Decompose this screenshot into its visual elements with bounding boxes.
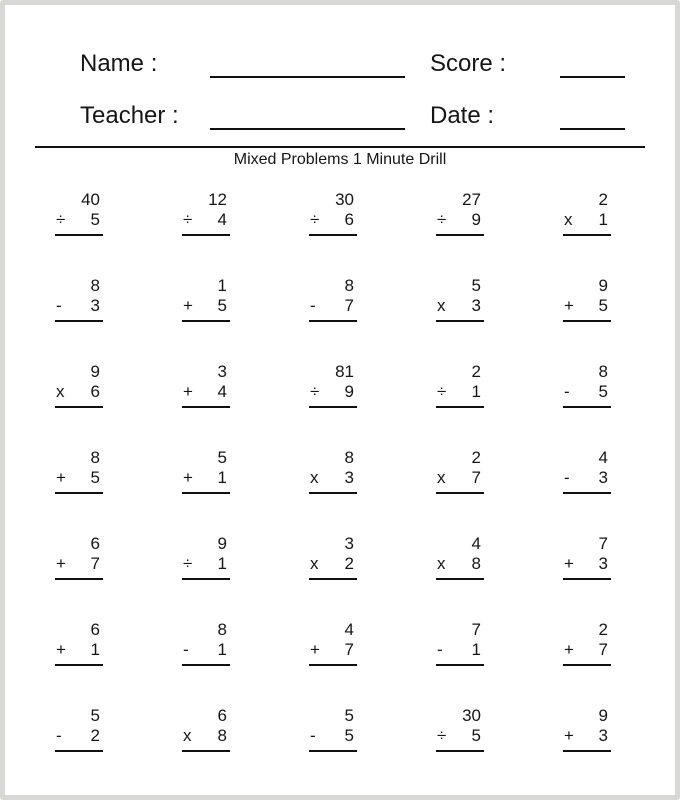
operator: x [310, 468, 319, 487]
bottom-operand: 1 [217, 554, 227, 573]
bottom-operand: 1 [90, 640, 100, 659]
math-problem [55, 620, 103, 666]
math-problem [182, 448, 230, 494]
math-problem [55, 448, 103, 494]
problem-cell [309, 362, 436, 448]
bottom-operand: 5 [598, 382, 608, 401]
top-operand: 8 [217, 620, 227, 639]
problem-cell [563, 706, 611, 792]
math-problem [182, 706, 230, 752]
top-operand: 5 [217, 448, 227, 467]
math-problem [436, 362, 484, 408]
problem-cell [436, 706, 563, 792]
answer-line [309, 320, 357, 322]
bottom-operand: 7 [90, 554, 100, 573]
problem-cell [309, 448, 436, 534]
operator: x [183, 726, 192, 745]
operator-row [436, 210, 484, 230]
math-problem [309, 448, 357, 494]
operator-row [182, 382, 230, 402]
problem-cell [436, 534, 563, 620]
top-operand: 1 [217, 276, 227, 295]
math-problem [436, 276, 484, 322]
math-problem [563, 448, 611, 494]
bottom-operand: 5 [471, 726, 481, 745]
top-operand: 2 [471, 362, 481, 381]
top-operand: 30 [462, 706, 481, 725]
bottom-operand: 3 [90, 296, 100, 315]
answer-line [309, 578, 357, 580]
problem-cell [563, 534, 611, 620]
operator: + [183, 296, 193, 315]
operator: x [437, 468, 446, 487]
math-problem [563, 620, 611, 666]
top-operand: 8 [344, 276, 354, 295]
top-operand: 8 [90, 276, 100, 295]
problem-cell [182, 706, 309, 792]
problem-cell [55, 706, 182, 792]
math-problem [563, 362, 611, 408]
answer-line [182, 320, 230, 322]
operator-row [309, 640, 357, 660]
math-problem [436, 620, 484, 666]
problem-cell [309, 190, 436, 276]
math-problem [436, 448, 484, 494]
operator: x [564, 210, 573, 229]
operator: x [310, 554, 319, 573]
problem-cell [436, 362, 563, 448]
operator-row [182, 554, 230, 574]
math-problem [563, 276, 611, 322]
top-operand: 7 [471, 620, 481, 639]
math-problem [436, 706, 484, 752]
answer-line [309, 406, 357, 408]
top-operand: 4 [344, 620, 354, 639]
operator-row [309, 296, 357, 316]
bottom-operand: 1 [217, 640, 227, 659]
operator: ÷ [56, 210, 66, 229]
operator-row [436, 468, 484, 488]
answer-line [55, 578, 103, 580]
header-divider [35, 146, 645, 148]
answer-line [563, 664, 611, 666]
operator-row [436, 726, 484, 746]
operator: x [437, 296, 446, 315]
header-row-name-score [80, 50, 675, 78]
problem-cell [182, 276, 309, 362]
header-row-teacher-date [80, 102, 675, 130]
top-operand: 4 [471, 534, 481, 553]
operator-row [55, 726, 103, 746]
operator-row [55, 210, 103, 230]
operator-row [182, 640, 230, 660]
operator: x [56, 382, 65, 401]
operator-row [309, 554, 357, 574]
operator-row [563, 554, 611, 574]
bottom-operand: 4 [217, 382, 227, 401]
top-operand: 5 [344, 706, 354, 725]
operator: - [56, 726, 62, 745]
top-operand: 6 [217, 706, 227, 725]
bottom-operand: 6 [90, 382, 100, 401]
problem-cell [182, 534, 309, 620]
operator: - [564, 468, 570, 487]
top-operand: 3 [217, 362, 227, 381]
operator: - [56, 296, 62, 315]
bottom-operand: 3 [598, 726, 608, 745]
operator: - [183, 640, 189, 659]
problem-cell [436, 620, 563, 706]
answer-line [182, 664, 230, 666]
operator: + [310, 640, 320, 659]
operator: x [437, 554, 446, 573]
problem-cell [563, 448, 611, 534]
math-problem [182, 620, 230, 666]
operator-row [436, 554, 484, 574]
bottom-operand: 5 [344, 726, 354, 745]
operator: + [56, 640, 66, 659]
answer-line [309, 664, 357, 666]
top-operand: 40 [81, 190, 100, 209]
answer-line [563, 492, 611, 494]
operator-row [563, 468, 611, 488]
problem-cell [309, 706, 436, 792]
top-operand: 7 [598, 534, 608, 553]
date-line [560, 106, 625, 130]
operator-row [55, 640, 103, 660]
operator-row [309, 382, 357, 402]
answer-line [563, 578, 611, 580]
operator-row [55, 296, 103, 316]
math-problem [563, 706, 611, 752]
problem-cell [55, 276, 182, 362]
operator: + [564, 296, 574, 315]
math-problem [563, 190, 611, 236]
bottom-operand: 7 [598, 640, 608, 659]
name-line [210, 54, 405, 78]
math-problem [309, 362, 357, 408]
operator: ÷ [437, 210, 447, 229]
operator: + [183, 382, 193, 401]
top-operand: 9 [598, 706, 608, 725]
operator: ÷ [437, 382, 447, 401]
score-line [560, 54, 625, 78]
operator-row [436, 296, 484, 316]
math-problem [436, 190, 484, 236]
date-label: Date : [430, 102, 495, 129]
answer-line [436, 234, 484, 236]
operator-row [55, 468, 103, 488]
problem-cell [309, 276, 436, 362]
math-problem [563, 534, 611, 580]
operator-row [182, 296, 230, 316]
problem-cell [182, 448, 309, 534]
top-operand: 81 [335, 362, 354, 381]
problem-cell [436, 448, 563, 534]
top-operand: 8 [598, 362, 608, 381]
math-problem [309, 534, 357, 580]
teacher-label: Teacher : [80, 102, 179, 129]
operator: ÷ [183, 554, 193, 573]
answer-line [55, 492, 103, 494]
problem-cell [563, 620, 611, 706]
problem-cell [182, 620, 309, 706]
answer-line [55, 320, 103, 322]
bottom-operand: 3 [471, 296, 481, 315]
answer-line [436, 320, 484, 322]
operator: + [564, 554, 574, 573]
bottom-operand: 6 [344, 210, 354, 229]
math-problem [55, 706, 103, 752]
bottom-operand: 4 [217, 210, 227, 229]
top-operand: 4 [598, 448, 608, 467]
operator: + [564, 640, 574, 659]
problem-cell [182, 362, 309, 448]
operator-row [182, 726, 230, 746]
bottom-operand: 1 [598, 210, 608, 229]
answer-line [563, 406, 611, 408]
top-operand: 6 [90, 534, 100, 553]
bottom-operand: 3 [598, 554, 608, 573]
top-operand: 9 [217, 534, 227, 553]
answer-line [182, 234, 230, 236]
math-problem [182, 190, 230, 236]
problem-cell [55, 620, 182, 706]
problem-cell [182, 190, 309, 276]
answer-line [182, 578, 230, 580]
math-problem [55, 362, 103, 408]
answer-line [55, 406, 103, 408]
math-problem [436, 534, 484, 580]
operator: + [564, 726, 574, 745]
operator: ÷ [437, 726, 447, 745]
math-problem [55, 276, 103, 322]
operator-row [55, 382, 103, 402]
math-problem [182, 276, 230, 322]
problems-grid [55, 190, 675, 792]
math-problem [55, 534, 103, 580]
worksheet-title: Mixed Problems 1 Minute Drill [233, 151, 447, 168]
operator-row [436, 382, 484, 402]
answer-line [436, 492, 484, 494]
operator-row [563, 640, 611, 660]
bottom-operand: 5 [90, 468, 100, 487]
math-problem [309, 706, 357, 752]
top-operand: 12 [208, 190, 227, 209]
bottom-operand: 9 [344, 382, 354, 401]
operator: - [310, 296, 316, 315]
problem-cell [563, 190, 611, 276]
top-operand: 2 [471, 448, 481, 467]
answer-line [309, 492, 357, 494]
bottom-operand: 9 [471, 210, 481, 229]
problem-cell [55, 190, 182, 276]
operator-row [309, 726, 357, 746]
problem-cell [436, 190, 563, 276]
name-label: Name : [80, 50, 158, 77]
bottom-operand: 1 [217, 468, 227, 487]
bottom-operand: 5 [90, 210, 100, 229]
answer-line [182, 406, 230, 408]
bottom-operand: 3 [344, 468, 354, 487]
answer-line [55, 234, 103, 236]
answer-line [55, 750, 103, 752]
math-problem [309, 620, 357, 666]
operator: - [310, 726, 316, 745]
operator-row [55, 554, 103, 574]
math-problem [309, 190, 357, 236]
bottom-operand: 7 [344, 296, 354, 315]
problem-cell [55, 534, 182, 620]
problem-cell [436, 276, 563, 362]
operator-row [563, 382, 611, 402]
operator: + [183, 468, 193, 487]
top-operand: 2 [598, 620, 608, 639]
problem-cell [55, 362, 182, 448]
bottom-operand: 5 [217, 296, 227, 315]
top-operand: 5 [471, 276, 481, 295]
top-operand: 6 [90, 620, 100, 639]
bottom-operand: 3 [598, 468, 608, 487]
answer-line [436, 578, 484, 580]
bottom-operand: 7 [344, 640, 354, 659]
operator-row [182, 210, 230, 230]
answer-line [182, 750, 230, 752]
operator-row [563, 296, 611, 316]
operator-row [182, 468, 230, 488]
top-operand: 27 [462, 190, 481, 209]
bottom-operand: 5 [598, 296, 608, 315]
operator: ÷ [183, 210, 193, 229]
problem-cell [55, 448, 182, 534]
top-operand: 3 [344, 534, 354, 553]
answer-line [182, 492, 230, 494]
operator: - [564, 382, 570, 401]
bottom-operand: 2 [344, 554, 354, 573]
top-operand: 9 [90, 362, 100, 381]
top-operand: 2 [598, 190, 608, 209]
answer-line [55, 664, 103, 666]
answer-line [436, 406, 484, 408]
operator-row [563, 726, 611, 746]
top-operand: 5 [90, 706, 100, 725]
bottom-operand: 1 [471, 640, 481, 659]
operator: + [56, 468, 66, 487]
operator-row [309, 210, 357, 230]
math-problem [55, 190, 103, 236]
problem-cell [563, 362, 611, 448]
problem-cell [309, 620, 436, 706]
bottom-operand: 2 [90, 726, 100, 745]
operator: - [437, 640, 443, 659]
problem-cell [309, 534, 436, 620]
bottom-operand: 8 [217, 726, 227, 745]
bottom-operand: 1 [471, 382, 481, 401]
operator-row [436, 640, 484, 660]
teacher-line [210, 106, 405, 130]
operator: ÷ [310, 382, 320, 401]
answer-line [563, 320, 611, 322]
answer-line [436, 664, 484, 666]
math-problem [182, 534, 230, 580]
answer-line [436, 750, 484, 752]
answer-line [563, 750, 611, 752]
answer-line [309, 750, 357, 752]
top-operand: 8 [90, 448, 100, 467]
math-problem [182, 362, 230, 408]
answer-line [563, 234, 611, 236]
top-operand: 30 [335, 190, 354, 209]
answer-line [309, 234, 357, 236]
operator-row [563, 210, 611, 230]
operator: ÷ [310, 210, 320, 229]
math-problem [309, 276, 357, 322]
bottom-operand: 7 [471, 468, 481, 487]
problem-cell [563, 276, 611, 362]
top-operand: 9 [598, 276, 608, 295]
operator: + [56, 554, 66, 573]
bottom-operand: 8 [471, 554, 481, 573]
top-operand: 8 [344, 448, 354, 467]
score-label: Score : [430, 50, 507, 77]
operator-row [309, 468, 357, 488]
